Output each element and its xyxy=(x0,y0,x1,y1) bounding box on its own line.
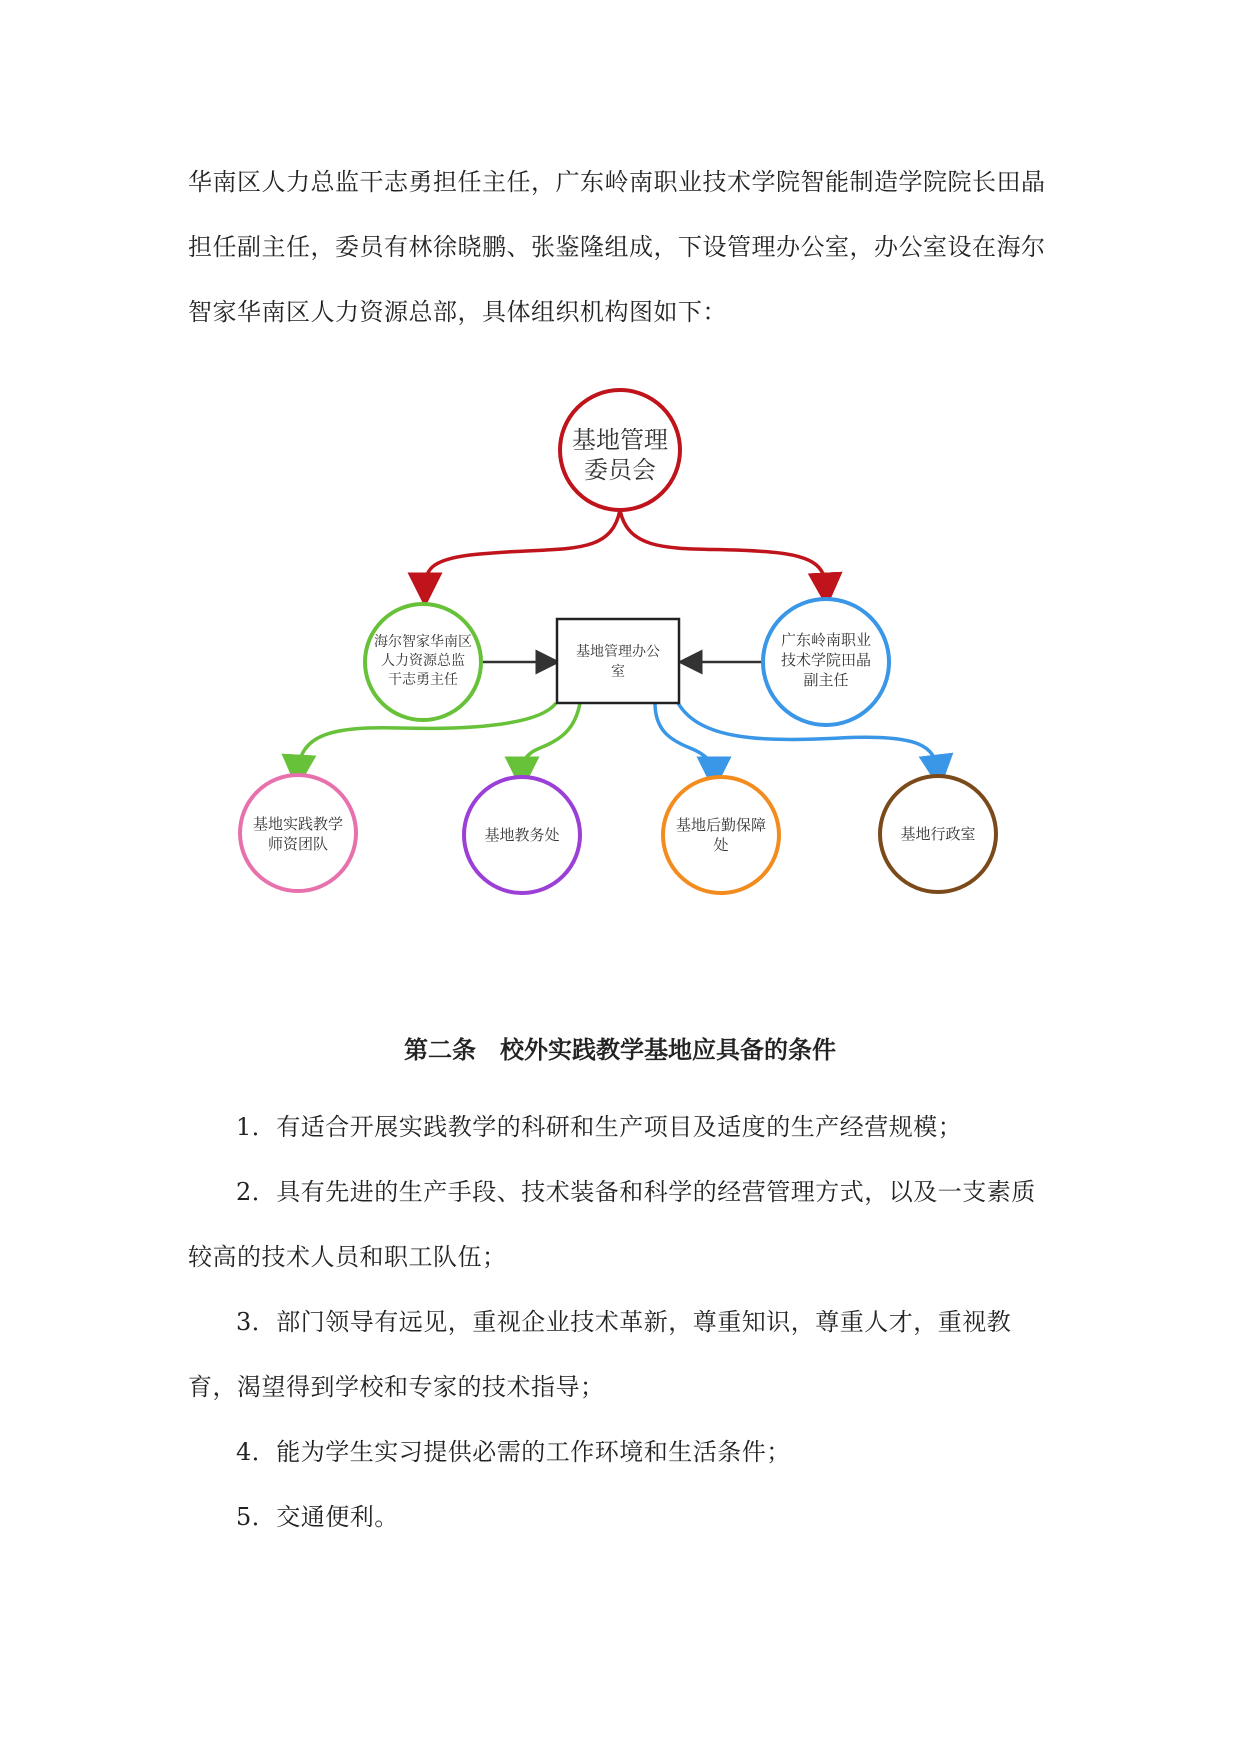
section-title: 第二条 校外实践教学基地应具备的条件 xyxy=(404,1035,836,1064)
edge-committee-lingnan xyxy=(620,510,826,590)
condition-2: 2．具有先进的生产手段、技术装备和科学的经营管理方式，以及一支素质较高的技术人员和职工队伍； xyxy=(188,1178,1036,1271)
committee-label-2: 委员会 xyxy=(584,456,656,484)
condition-3: 3．部门领导有远见，重视企业技术革新，尊重知识，尊重人才，重视教育，渴望得到学校和专家的技术指导； xyxy=(188,1308,1012,1401)
edge-office-academic xyxy=(522,703,580,774)
logistics-node xyxy=(663,777,779,893)
lingnan-label-2: 技术学院田晶 xyxy=(780,651,872,669)
office-label-1: 基地管理办公 xyxy=(576,644,660,660)
logistics-label-2: 处 xyxy=(713,836,729,854)
condition-1: 1．有适合开展实践教学的科研和生产项目及适度的生产经营规模； xyxy=(236,1113,963,1141)
teaching-team-node xyxy=(240,775,356,891)
logistics-label-1: 基地后勤保障 xyxy=(675,816,767,834)
academic-label-1: 基地教务处 xyxy=(484,826,560,844)
admin-label-1: 基地行政室 xyxy=(900,825,976,843)
lingnan-label-3: 副主任 xyxy=(803,671,849,689)
committee-label-1: 基地管理 xyxy=(572,426,668,454)
intro-paragraph: 华南区人力总监干志勇担任主任，广东岭南职业技术学院智能制造学院院长田晶担任副主任，委员有林徐晓鹏、张鉴隆组成，下设管理办公室，办公室设在海尔智家华南区人力资源总部，具体组织机构图如下： xyxy=(188,168,1046,326)
haier-label-2: 人力资源总监 xyxy=(381,653,465,669)
edge-committee-haier xyxy=(425,510,620,590)
teaching-label-2: 师资团队 xyxy=(267,835,329,853)
office-node xyxy=(557,619,679,703)
condition-5: 5．交通便利。 xyxy=(236,1503,399,1531)
org-chart xyxy=(0,380,1240,940)
condition-4: 4．能为学生实习提供必需的工作环境和生活条件； xyxy=(236,1438,791,1466)
office-label-2: 室 xyxy=(611,664,625,680)
teaching-label-1: 基地实践教学 xyxy=(252,815,344,833)
haier-label-3: 干志勇主任 xyxy=(388,672,458,688)
haier-label-1: 海尔智家华南区 xyxy=(374,634,472,650)
lingnan-label-1: 广东岭南职业 xyxy=(780,631,872,649)
